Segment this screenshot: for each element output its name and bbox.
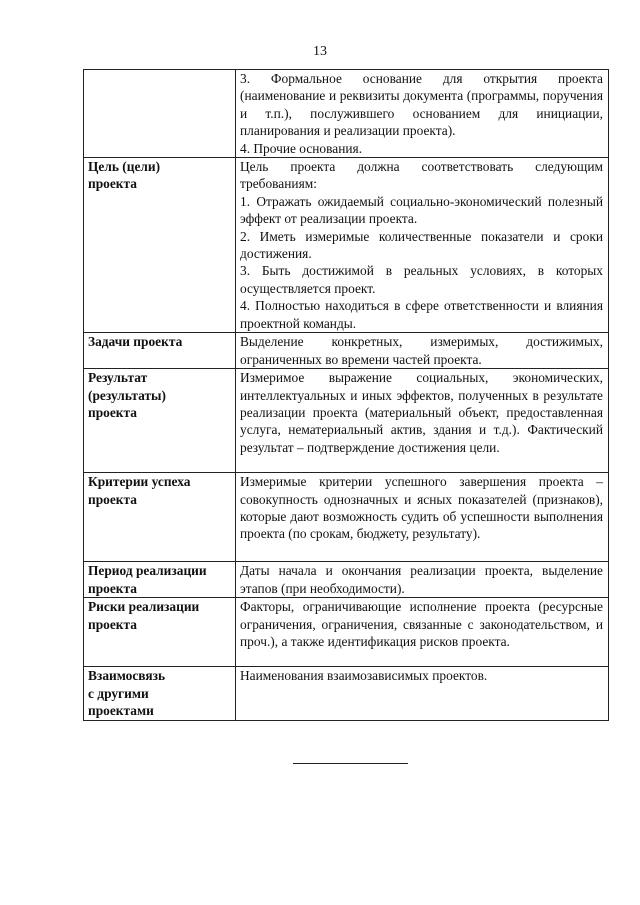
table-row — [84, 158, 609, 333]
table-row — [84, 562, 609, 598]
term-line: Взаимосвязь — [88, 668, 166, 684]
row-term — [84, 473, 236, 562]
row-term — [84, 369, 236, 473]
row-description — [236, 562, 609, 598]
term-line: (результаты) — [88, 387, 166, 403]
term-line: Результат — [88, 370, 148, 386]
description-paragraph: Выделение конкретных, измеримых, достижимых, ограниченных во времени частей проекта. — [240, 334, 603, 367]
row-description — [236, 158, 609, 333]
row-description — [236, 473, 609, 562]
description-paragraph: 3. Формальное основание для открытия проекта (наименование и реквизиты документа (программы, поручения и т.п.), послужившего основанием для инициации, планирования и реализации проекта). — [240, 71, 603, 139]
description-paragraph: Даты начала и окончания реализации проекта, выделение этапов (при необходимости). — [240, 563, 603, 596]
row-term — [84, 598, 236, 667]
row-description — [236, 333, 609, 369]
description-paragraph: 1. Отражать ожидаемый социально-экономический полезный эффект от реализации проекта. — [240, 193, 603, 227]
row-term — [84, 333, 236, 369]
row-term — [84, 70, 236, 158]
row-description — [236, 70, 609, 158]
description-paragraph: Измеримое выражение социальных, экономических, интеллектуальных и иных эффектов, полученных в результате реализации проекта (материальный объект, предоставленная услуга, нематериальный актив, здания и т.д.). Фактический результат – подтверждение достижения цели. — [240, 370, 603, 455]
term-line: проекта — [88, 176, 137, 192]
project-passport-table — [83, 69, 609, 721]
table-row — [84, 598, 609, 667]
description-paragraph: 3. Быть достижимой в реальных условиях, в которых осуществляется проект. — [240, 263, 603, 296]
term-line: с другими — [88, 685, 149, 701]
row-term — [84, 667, 236, 721]
term-line: Риски реализации — [88, 599, 200, 615]
table-row — [84, 369, 609, 473]
term-line: Задачи проекта — [88, 334, 183, 350]
page-number: 13 — [313, 44, 327, 59]
row-description — [236, 369, 609, 473]
term-line: проекта — [88, 491, 137, 507]
row-description — [236, 598, 609, 667]
term-line: проектами — [88, 702, 154, 718]
term-line: проекта — [88, 616, 137, 632]
table-row — [84, 70, 609, 158]
term-line: Цель (цели) — [88, 159, 161, 175]
row-term — [84, 562, 236, 598]
term-line: Период реализации — [88, 563, 207, 579]
description-paragraph: Факторы, ограничивающие исполнение проекта (ресурсные ограничения, ограничения, связанные с законодательством, и проч.), а также идентификация рисков проекта. — [240, 599, 603, 649]
description-paragraph: 4. Полностью находиться в сфере ответственности и влияния проектной команды. — [240, 298, 603, 331]
description-paragraph: 2. Иметь измеримые количественные показатели и сроки достижения. — [240, 228, 603, 262]
description-paragraph: Измеримые критерии успешного завершения проекта – совокупность однозначных и ясных показателей (признаков), которые дают возможность судить об успешности выполнения проекта (по срокам, бюджету, результату). — [240, 474, 603, 542]
description-paragraph: Наименования взаимозависимых проектов. — [240, 668, 488, 684]
table-row — [84, 333, 609, 369]
footer-divider — [293, 763, 408, 764]
description-paragraph: Цель проекта должна соответствовать следующим требованиям: — [240, 159, 603, 192]
description-paragraph: 4. Прочие основания. — [240, 140, 363, 156]
term-line: проекта — [88, 580, 137, 596]
table-row — [84, 473, 609, 562]
term-line: проекта — [88, 404, 137, 420]
term-line: Критерии успеха — [88, 474, 191, 490]
row-description — [236, 667, 609, 721]
row-term — [84, 158, 236, 333]
table-row — [84, 667, 609, 721]
